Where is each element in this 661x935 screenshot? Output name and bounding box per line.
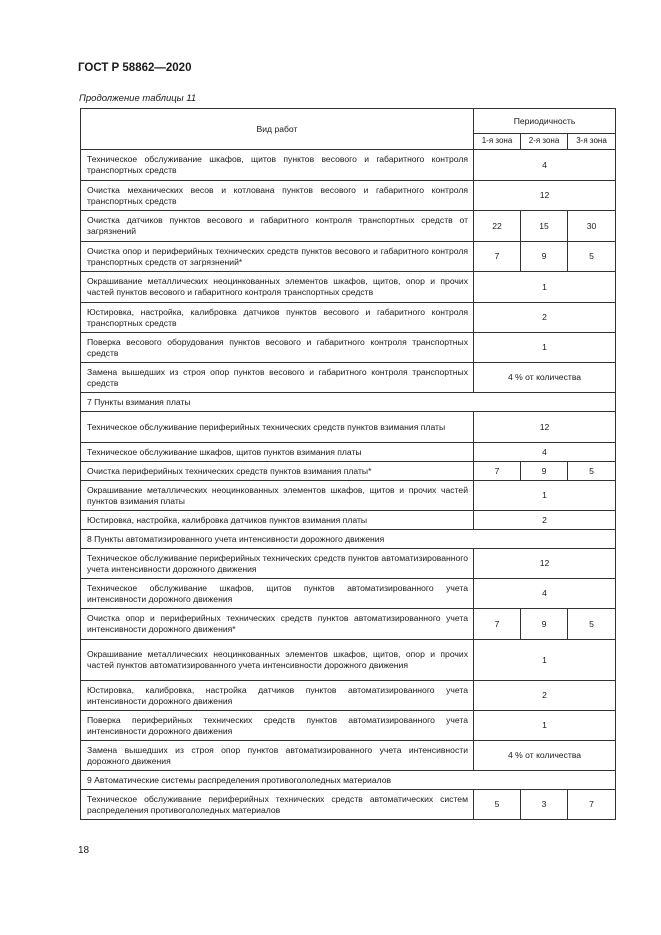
section-row [81,771,616,790]
periodicity-value: 2 [474,681,616,711]
periodicity-value: 12 [474,412,616,443]
work-description: Замена вышедших из строя опор пунктов автоматизированного учета интенсивности дорожного движения [81,741,474,771]
periodicity-value: 2 [474,303,616,333]
zone-2-value: 9 [521,462,568,481]
table-row [81,609,616,640]
work-description: Окрашивание металлических неоцинкованных элементов шкафов, щитов, опор и прочих частей пунктов весового и габаритного контроля транспортных средств [81,272,474,303]
work-description: Очистка датчиков пунктов весового и габаритного контроля транспортных средств от загрязнений [81,211,474,242]
section-row [81,530,616,549]
periodicity-value: 1 [474,333,616,363]
zone-2-value: 15 [521,211,568,242]
header-zone-1: 1-я зона [474,134,521,150]
table-row [81,412,616,443]
work-description: Очистка механических весов и котлована пунктов весового и габаритного контроля транспортных средств [81,181,474,211]
zone-2-value: 9 [521,609,568,640]
header-zone-3: 3-я зона [568,134,616,150]
work-description: Очистка периферийных технических средств пунктов взимания платы* [81,462,474,481]
work-description: Замена вышедших из строя опор пунктов весового и габаритного контроля транспортных средств [81,363,474,393]
work-description: Юстировка, калибровка, настройка датчиков пунктов автоматизированного учета интенсивности дорожного движения [81,681,474,711]
zone-1-value: 22 [474,211,521,242]
periodicity-value: 1 [474,640,616,681]
periodicity-value: 1 [474,481,616,511]
table-row [81,150,616,181]
table-row [81,242,616,272]
table-row [81,333,616,363]
table-caption: Продолжение таблицы 11 [79,93,197,104]
periodicity-value: 4 % от количества [474,741,616,771]
zone-1-value: 5 [474,790,521,820]
zone-1-value: 7 [474,609,521,640]
section-title: 7 Пункты взимания платы [81,393,616,412]
table-row [81,211,616,242]
document-code: ГОСТ Р 58862—2020 [78,62,192,74]
section-row [81,393,616,412]
table-row [81,462,616,481]
table-row [81,443,616,462]
work-description: Окрашивание металлических неоцинкованных элементов шкафов, щитов и прочих частей пунктов взимания платы [81,481,474,511]
periodicity-value: 12 [474,181,616,211]
table-row [81,741,616,771]
periodicity-value: 4 % от количества [474,363,616,393]
zone-3-value: 7 [568,790,616,820]
work-description: Техническое обслуживание шкафов, щитов пунктов весового и габаритного контроля транспортных средств [81,150,474,181]
table-row [81,481,616,511]
periodicity-value: 1 [474,272,616,303]
table-row [81,363,616,393]
work-description: Окрашивание металлических неоцинкованных элементов шкафов, щитов, опор и прочих частей пунктов автоматизированного учета интенсивности дорожного движения [81,640,474,681]
periodicity-value: 4 [474,579,616,609]
work-description: Техническое обслуживание шкафов, щитов пунктов взимания платы [81,443,474,462]
section-title: 9 Автоматические системы распределения противогололедных материалов [81,771,616,790]
table-row [81,711,616,741]
work-description: Техническое обслуживание периферийных технических средств пунктов автоматизированного учета интенсивности дорожного движения [81,549,474,579]
zone-3-value: 5 [568,609,616,640]
table-row [81,511,616,530]
header-periodicity: Периодичность [474,109,616,134]
zone-1-value: 7 [474,242,521,272]
periodicity-value: 1 [474,711,616,741]
work-description: Техническое обслуживание периферийных технических средств автоматических систем распределения противогололедных материалов [81,790,474,820]
table-row [81,640,616,681]
table-row [81,790,616,820]
work-description: Юстировка, настройка, калибровка датчиков пунктов взимания платы [81,511,474,530]
work-description: Техническое обслуживание периферийных технических средств пунктов взимания платы [81,412,474,443]
table-row [81,681,616,711]
periodicity-value: 4 [474,150,616,181]
page-number: 18 [78,845,90,856]
table-row [81,303,616,333]
periodicity-table [80,108,616,820]
work-description: Очистка опор и периферийных технических средств пунктов автоматизированного учета интенсивности дорожного движения* [81,609,474,640]
table-row [81,181,616,211]
zone-1-value: 7 [474,462,521,481]
periodicity-value: 4 [474,443,616,462]
table-body [81,150,616,820]
zone-3-value: 5 [568,462,616,481]
zone-3-value: 30 [568,211,616,242]
table-row [81,549,616,579]
zone-2-value: 3 [521,790,568,820]
work-description: Поверка периферийных технических средств пунктов автоматизированного учета интенсивности дорожного движения [81,711,474,741]
work-description: Очистка опор и периферийных технических средств пунктов весового и габаритного контроля транспортных средств от загрязнений* [81,242,474,272]
table-row [81,272,616,303]
work-description: Техническое обслуживание шкафов, щитов пунктов автоматизированного учета интенсивности дорожного движения [81,579,474,609]
periodicity-value: 12 [474,549,616,579]
table-row [81,579,616,609]
header-work-type: Вид работ [81,109,474,150]
header-zone-2: 2-я зона [521,134,568,150]
periodicity-value: 2 [474,511,616,530]
zone-2-value: 9 [521,242,568,272]
section-title: 8 Пункты автоматизированного учета интенсивности дорожного движения [81,530,616,549]
work-description: Юстировка, настройка, калибровка датчиков пунктов весового и габаритного контроля транспортных средств [81,303,474,333]
work-description: Поверка весового оборудования пунктов весового и габаритного контроля транспортных средств [81,333,474,363]
zone-3-value: 5 [568,242,616,272]
